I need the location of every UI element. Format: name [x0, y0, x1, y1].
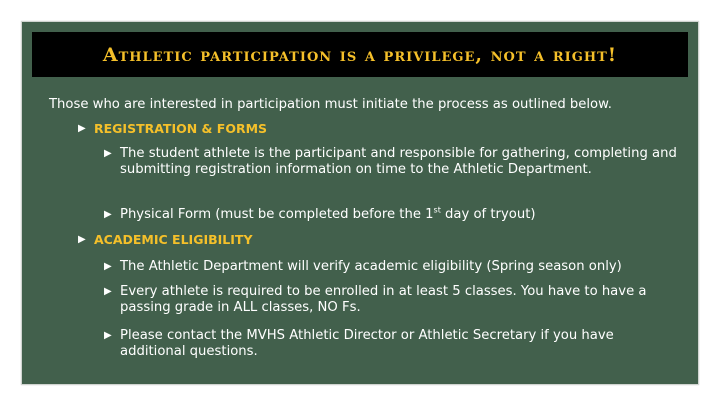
section-heading-academic [78, 232, 253, 248]
section-heading-registration [78, 121, 267, 137]
right-triangle-icon: ▶ [104, 209, 112, 220]
right-triangle-icon: ▶ [78, 234, 86, 245]
right-triangle-icon: ▶ [78, 123, 86, 134]
right-triangle-icon: ▶ [104, 286, 112, 297]
list-item [104, 207, 678, 223]
list-item-text: Every athlete is required to be enrolled in at least 5 classes. You have to have a passing grade in ALL classes, NO Fs. [120, 284, 647, 315]
list-item [104, 146, 678, 178]
list-item [104, 284, 678, 316]
slide [21, 21, 699, 385]
list-item [104, 259, 678, 275]
title-banner [32, 32, 688, 77]
right-triangle-icon: ▶ [104, 330, 112, 341]
section-heading-label: ACADEMIC ELIGIBILITY [94, 232, 253, 247]
right-triangle-icon: ▶ [104, 261, 112, 272]
list-item-text: The student athlete is the participant and responsible for gathering, completing and submitting registration information on time to the Athletic Department. [120, 146, 677, 177]
right-triangle-icon: ▶ [104, 148, 112, 159]
section-heading-label: REGISTRATION & FORMS [94, 121, 268, 136]
list-item [104, 328, 678, 360]
list-item-text: Please contact the MVHS Athletic Director or Athletic Secretary if you have additional questions. [120, 328, 614, 359]
list-item-text: The Athletic Department will verify academic eligibility (Spring season only) [120, 259, 622, 274]
intro-text: Those who are interested in participation must initiate the process as outlined below. [49, 97, 612, 112]
slide-title: Athletic participation is a privilege, not a right! [102, 43, 618, 66]
list-item-text: Physical Form (must be completed before the 1st day of tryout) [120, 205, 536, 222]
